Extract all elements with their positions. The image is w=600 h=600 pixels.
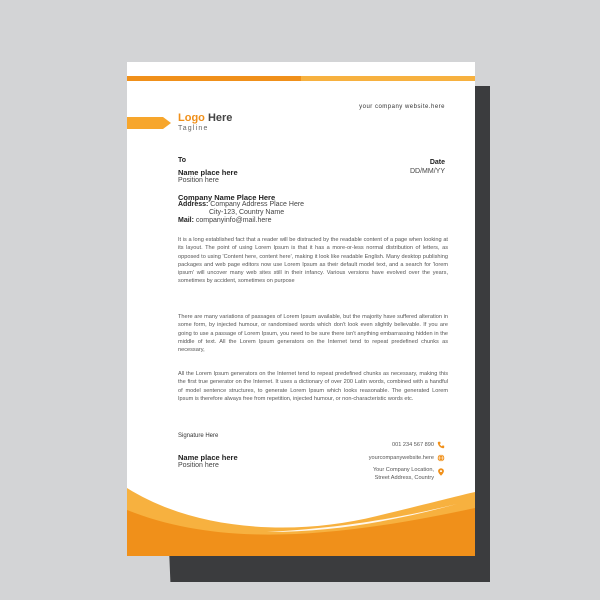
- phone-icon: [437, 441, 445, 449]
- header-website: your company website.here: [359, 104, 445, 110]
- location-pin-icon: [437, 468, 445, 476]
- address-line: [178, 201, 304, 208]
- contact-phone: 001 234 567 890: [392, 442, 434, 448]
- contact-website: yourcompanywebsite.here: [368, 455, 434, 461]
- date-label: Date: [429, 159, 445, 166]
- signatory-position: Position here: [178, 462, 219, 469]
- letterhead-page: [127, 62, 475, 556]
- tagline: Tagline: [178, 125, 209, 132]
- body-paragraph-3: All the Lorem Ipsum generators on the Internet tend to repeat predefined chunks as necessary, making this the first true generator on the Internet. It uses a dictionary of over 200 Latin words, combined with a handful of model sentence structures, to generate Lorem Ipsum which looks reasonable. The generated Lorem Ipsum is therefore always free from repetition, injected humour, or non-characteristic words etc.: [178, 371, 448, 402]
- location-line-2: Street Address, Country: [374, 475, 434, 481]
- footer-wave-decoration: [127, 480, 475, 556]
- location-line-1: Your Company Location,: [372, 467, 434, 473]
- mail-value: companyinfo@mail.here: [195, 217, 272, 224]
- address-line-2: City-123, Country Name: [209, 209, 285, 216]
- mail-line: [178, 217, 272, 224]
- date-value: DD/MM/YY: [410, 168, 445, 175]
- signatory-name: Name place here: [178, 453, 238, 462]
- logo-main: Logo: [178, 112, 205, 124]
- body-paragraph-1: It is a long established fact that a reader will be distracted by the readable content of a page when looking at its layout. The point of using Lorem Ipsum is that it has a more-or-less normal distribution of letters, as opposed to using 'Content here, content here', making it look like readable English. Many desktop publishing packages and web page editors now use Lorem Ipsum as their default model text, and a search for 'lorem ipsum' will uncover many web sites still in their infancy. Various versions have evolved over the years, sometimes by accident, sometimes on purpose: [178, 237, 448, 285]
- recipient-position: Position here: [178, 177, 219, 184]
- top-accent-bar-light: [301, 76, 475, 81]
- address-label: Address:: [178, 201, 209, 208]
- globe-icon: [437, 454, 445, 462]
- logo-accent: Here: [207, 112, 233, 124]
- recipient-name: Name place here: [178, 168, 238, 177]
- mail-label: Mail:: [178, 217, 194, 224]
- company-name: Company Name Place Here: [178, 193, 276, 202]
- top-accent-bar-dark: [127, 76, 301, 81]
- to-label: To: [178, 157, 187, 164]
- body-paragraph-2: There are many variations of passages of Lorem Ipsum available, but the majority have suffered alteration in some form, by injected humour, or randomised words which don't look even slightly believable. If you are going to use a passage of Lorem Ipsum, you need to be sure there isn't anything embarrassing hidden in the middle of text. All the Lorem Ipsum generators on the Internet tend to repeat predefined chunks as necessary,: [178, 314, 448, 354]
- logo-arrow-icon: [127, 117, 171, 129]
- logo-text: [178, 112, 232, 124]
- address-value: Company Address Place Here: [210, 201, 305, 208]
- signature-label: Signature Here: [178, 433, 219, 439]
